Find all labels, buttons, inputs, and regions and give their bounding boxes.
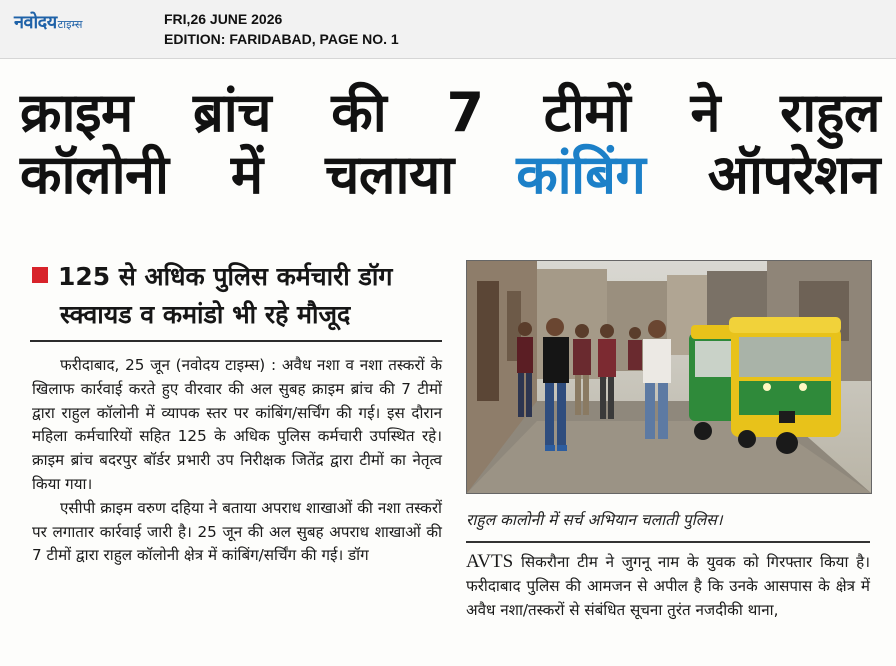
headline-line-2 bbox=[20, 144, 880, 206]
headline-text-a: कॉलोनी में चलाया bbox=[20, 143, 454, 206]
article-paragraph-1: फरीदाबाद, 25 जून (नवोदय टाइम्स) : अवैध नशा व नशा तस्करों के खिलाफ कार्रवाई करते हुए वीरवार की अल सुबह क्राइम ब्रांच की 7 टीमों द्वारा राहुल कॉलोनी में व्यापक स्तर पर कांबिंग/सर्चिंग की गई। इस दौरान महिला कर्मचारियों सहित 125 के अधिक पुलिस कर्मचारी उपस्थित रहे। क्राइम ब्रांच बदरपुर बॉर्डर प्रभारी उप निरीक्षक जितेंद्र द्वारा टीमों का नेतृत्व किया गया। bbox=[32, 356, 442, 493]
newspaper-logo[interactable] bbox=[14, 10, 82, 34]
subheadline-line-2: स्क्वायड व कमांडो भी रहे मौजूद bbox=[60, 300, 351, 329]
masthead-bar bbox=[0, 0, 896, 59]
edition-page: EDITION: FARIDABAD, PAGE NO. 1 bbox=[164, 31, 399, 47]
article-paragraph-2: एसीपी क्राइम वरुण दहिया ने बताया अपराध शाखाओं की नशा तस्करों पर लगातार कार्रवाई जारी है। 25 जून की अल सुबह अपराध शाखाओं की 7 टीमों द्वारा राहुल कॉलोनी क्षेत्र में कांबिंग/सर्चिंग की गई। डॉग bbox=[32, 498, 442, 565]
headline-text-b: ऑपरेशन bbox=[707, 143, 880, 206]
article-column-left bbox=[32, 354, 442, 568]
logo-main-text: नवोदय bbox=[14, 12, 57, 33]
edition-info bbox=[164, 9, 399, 49]
news-photo bbox=[466, 260, 872, 494]
photo-caption: राहुल कालोनी में सर्च अभियान चलाती पुलिस। bbox=[466, 511, 723, 529]
headline-line-1: क्राइम ब्रांच की 7 टीमों ने राहुल bbox=[20, 81, 880, 144]
article-right-lead: AVTS bbox=[466, 551, 514, 572]
article-column-right bbox=[466, 550, 870, 622]
headline-accent-word: कांबिंग bbox=[516, 143, 646, 206]
logo-sub-text: टाइम्स bbox=[57, 18, 83, 31]
subheadline-divider bbox=[30, 340, 442, 342]
issue-date: FRI,26 JUNE 2026 bbox=[164, 11, 283, 27]
subheadline-line-1: 125 से अधिक पुलिस कर्मचारी डॉग bbox=[58, 262, 393, 291]
article-right-text: सिकरौना टीम ने जुगनू नाम के युवक को गिरफ्तार किया है। फरीदाबाद पुलिस की आमजन से अपील है कि उनके आसपास के क्षेत्र में अवैध नशा/तस्करों से संबंधित सूचना तुरंत नजदीकी थाना, bbox=[466, 553, 870, 619]
subheadline bbox=[32, 258, 452, 334]
police-search-photo-illustration bbox=[467, 261, 871, 493]
caption-divider bbox=[466, 541, 870, 543]
headline bbox=[20, 82, 880, 206]
red-square-bullet-icon bbox=[32, 267, 48, 283]
